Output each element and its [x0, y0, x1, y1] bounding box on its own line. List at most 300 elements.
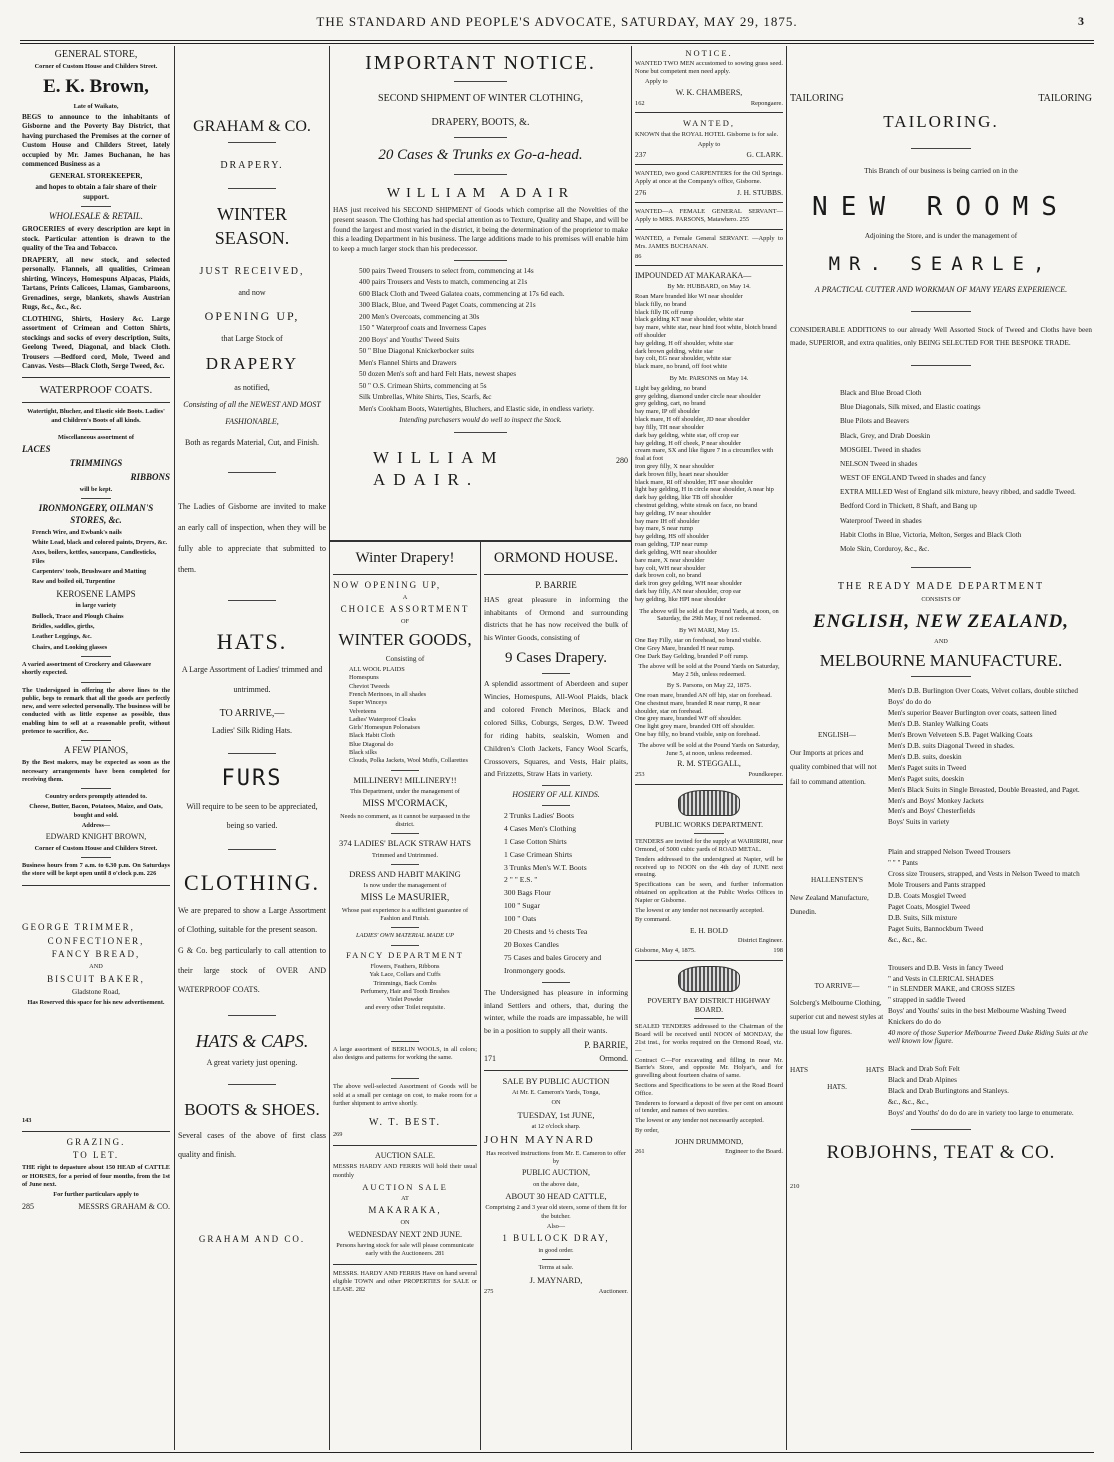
- divider: [228, 1015, 275, 1016]
- bullock-dray: 1 BULLOCK DRAY,: [502, 1233, 610, 1244]
- sale-on: ON: [551, 1099, 561, 1107]
- list-item: roan gelding, TJP near rump: [635, 541, 708, 549]
- list-item: dark bay filly, AN near shoulder, crop ear: [635, 587, 741, 595]
- top-rule: [20, 40, 1094, 41]
- list-item: D.B. Suits, Silk mixture: [888, 913, 958, 922]
- terms: Terms at sale.: [538, 1264, 574, 1272]
- straw-sub: Trimmed and Untrimmed.: [371, 851, 439, 859]
- tailoring-heading: TAILORING.: [883, 112, 999, 132]
- undersigned-text: The Undersigned in offering the above lines to the public, begs to remark that all the goods are perfectly new, and were selected personally. The business will be conducted with as little expense as possible, thus enabling him to sell at a reasonable profit, without pretence to sacrifice, &c.: [22, 686, 170, 736]
- hats-caps-text: A great variety just opening.: [206, 1057, 298, 1067]
- hours-text: Business hours from 7 a.m. to 6.30 p.m. On Saturdays the store will be kept open until 8 o'clock p.m.: [22, 862, 170, 878]
- list-item: bay colt, EG near shoulder, white star: [635, 355, 732, 363]
- list-item: Black and Blue Broad Cloth: [840, 389, 922, 398]
- public-auction: PUBLIC AUCTION,: [521, 1168, 590, 1178]
- biscuit-baker: BISCUIT BAKER,: [47, 973, 145, 984]
- list-item: Men's D.B. Stanley Walking Coats: [888, 720, 989, 729]
- hats-caps-heading: HATS & CAPS.: [195, 1030, 309, 1051]
- list-item: 20 Chests and ½ chests Tea: [504, 927, 588, 937]
- grazing-who: MESSRS GRAHAM & CO.: [78, 1201, 170, 1211]
- fancy-department: FANCY DEPARTMENT: [346, 949, 464, 960]
- list-item: 500 pairs Tweed Trousers to select from, commencing at 14s: [359, 266, 534, 275]
- list-item: 2 Trunks Ladies' Boots: [504, 810, 574, 820]
- store-owner: E. K. Brown,: [43, 76, 149, 98]
- ladies-invite: The Ladies of Gisborne are invited to make an early call of inspection, when they will be fully able to appreciate that submitted to them.: [178, 502, 326, 574]
- list-item: Clouds, Polka Jackets, Wool Muffs, Collarettes: [349, 757, 468, 765]
- list-item: dark bay gelding, white star, off crop ear: [635, 431, 739, 439]
- store-header: GENERAL STORE,: [54, 49, 138, 60]
- trimmings-text: TRIMMINGS: [69, 458, 123, 469]
- list-item: Black silks: [349, 749, 377, 757]
- cloths-list: [790, 388, 1092, 555]
- drapery-boots: DRAPERY, BOOTS, &.: [431, 116, 530, 128]
- furs-heading: FURS: [221, 765, 283, 791]
- a-text: A: [402, 593, 408, 601]
- hats-section: [790, 1063, 1092, 1121]
- section-label: HATS.: [827, 1083, 847, 1092]
- berlin-wools: A large assortment of BERLIN WOOLS, in all colors; also designs and patterns for working the same.: [333, 1045, 477, 1062]
- divider: [911, 676, 971, 677]
- ormond-body: HAS great pleasure in informing the inhabitants of Ormond and surrounding districts that he has now received the bulk of his Winter Goods, consisting of: [484, 594, 628, 643]
- list-item: Black and Drab Alpines: [888, 1075, 957, 1084]
- list-item: dark brown colt, no brand: [635, 572, 702, 580]
- steggall: R. M. STEGGALL,: [677, 759, 741, 769]
- list-item: Super Winceys: [349, 699, 387, 707]
- list-item: Cross size Trousers, strapped, and Vests in Nelson Tweed to match: [888, 870, 1080, 879]
- marr-heading: By WI MARI, May 15.: [679, 627, 739, 635]
- country-text: Country orders promptly attended to.: [45, 793, 147, 801]
- servant-text-2: WANTED, a Female General SERVANT. —Apply to Mrs. JAMES BUCHANAN.: [635, 234, 783, 250]
- p-barrie: P. BARRIE: [535, 579, 577, 590]
- bold-name: E. H. BOLD: [690, 926, 728, 936]
- bold-date: Gisborne, May 4, 1875.: [635, 947, 696, 955]
- above-date: on the above date,: [533, 1180, 579, 1188]
- divider: [911, 567, 971, 568]
- divider: [911, 148, 971, 149]
- list-item: dark iron grey gelding, WH near shoulder: [635, 580, 742, 588]
- divider: [391, 833, 420, 834]
- list-item: Bridles, saddles, girths,: [32, 623, 95, 631]
- ad-number: 171: [484, 1054, 496, 1064]
- divider: [22, 885, 170, 886]
- intending-text: Intending purchasers would do well to inspect the Stock.: [399, 416, 562, 425]
- just-received: JUST RECEIVED,: [199, 265, 305, 277]
- list-item: Men's D.B. suits Diagonal Tweed in shades.: [888, 741, 1015, 750]
- list-item: and every other Toilet requisite.: [364, 1004, 446, 1012]
- list-item: One light grey mare, branded OH off shoulder.: [635, 723, 755, 731]
- divider: [228, 472, 275, 473]
- tailoring-left: TAILORING: [790, 93, 844, 104]
- english-section: [790, 685, 1092, 830]
- arrive-right: [884, 962, 1092, 1049]
- divider: [81, 656, 111, 657]
- chambers: W. K. CHAMBERS,: [675, 87, 743, 97]
- persons-body: Persons having stock for sale will please communicate early with the Auctioneers.: [336, 1242, 474, 1258]
- list-item: 20 Boxes Candles: [504, 939, 559, 949]
- section-label: HALLENSTEN'S: [810, 876, 863, 885]
- millinery-text: This Department, under the management of: [350, 787, 460, 795]
- list-item: Boys' and Youths' suits in the best Melbourne Washing Tweed: [888, 1007, 1067, 1016]
- winter-drapery-heading: Winter Drapery!: [355, 550, 455, 566]
- list-item: &c., &c., &c.: [888, 935, 927, 944]
- list-item: Boys' Suits in variety: [888, 818, 950, 827]
- new-rooms: NEW ROOMS: [812, 192, 1070, 223]
- grazing-apply: For further particulars apply to: [53, 1191, 139, 1199]
- makaraka: MAKARAKA,: [368, 1205, 442, 1216]
- list-item: Flowers, Feathers, Ribbons: [370, 962, 440, 970]
- hardy-ferris: MESSRS HARDY AND FERRIS Will hold their usual monthly: [333, 1163, 477, 1179]
- notice-heading: NOTICE.: [685, 48, 733, 58]
- miss-masurier: MISS Le MASURIER,: [360, 893, 450, 904]
- list-item: black mare, RI off shoulder, HT near shoulder: [635, 478, 753, 486]
- list-item: " and Vests in CLERICAL SHADES: [888, 974, 994, 983]
- column-ormond-house: [484, 546, 628, 1448]
- arrive-section: [790, 962, 1092, 1049]
- reserved-text: Has Reserved this space for his new advertisement.: [27, 999, 165, 1007]
- divider: [333, 1264, 477, 1265]
- as-notified: as notified,: [234, 383, 270, 393]
- hats-labels: [790, 1063, 884, 1077]
- list-item: 400 pairs Trousers and Vests to match, commencing at 21s: [359, 278, 528, 287]
- list-item: Axes, boilers, kettles, saucepans, Candlesticks, Files: [32, 549, 157, 565]
- large-stock: that Large Stock of: [221, 334, 283, 344]
- and-text: AND: [934, 637, 948, 645]
- important-notice: IMPORTANT NOTICE.: [365, 52, 596, 74]
- divider: [81, 206, 111, 207]
- branch-text: This Branch of our business is being carried on in the: [864, 166, 1018, 175]
- divider: [391, 1078, 420, 1079]
- divider: [81, 788, 111, 789]
- spec-text: Specifications can be seen, and further information obtained on application at the Public Works Offices in Napier or Gisborne.: [635, 881, 783, 904]
- divider: [635, 229, 783, 230]
- list-item: dark brown gelding, white star: [635, 347, 714, 355]
- clothing-heading: CLOTHING.: [184, 870, 320, 895]
- now-opening: NOW OPENING UP,: [333, 579, 442, 590]
- list-item: Boys' and Youths' do do do are in variety too large to enumerate.: [888, 1108, 1074, 1117]
- list-item: dark bay gelding, like TB off shoulder: [635, 494, 733, 502]
- list-item: 1 Case Crimean Shirts: [504, 849, 573, 859]
- misc-text: Miscellaneous assortment of: [58, 433, 134, 441]
- p-barrie-sig: P. BARRIE,: [584, 1040, 628, 1051]
- list-item: Violet Powder: [386, 996, 424, 1004]
- divider: [635, 960, 783, 961]
- winter-season: WINTER SEASON.: [214, 204, 290, 249]
- list-item: Homespuns: [349, 674, 379, 682]
- poverty-bay-heading: POVERTY BAY DISTRICT HIGHWAY BOARD.: [647, 995, 771, 1015]
- masthead: [0, 14, 1114, 38]
- list-item: iron grey filly, X near shoulder: [635, 462, 715, 470]
- hallensten-section: [790, 846, 1092, 947]
- ad-number: 86: [635, 252, 642, 260]
- list-item: light bay gelding, H in circle near shoulder, A near hip: [635, 486, 774, 494]
- list-item: Girls' Homespun Polonaises: [349, 724, 421, 732]
- store-intro: BEGS to announce to the inhabitants of Gisborne and the Poverty Bay District, that having purchased the Premises at the corner of Custom House and Childers Street, lately occupied by Mr. James Buchanan, he has commenced Business as a: [22, 112, 170, 169]
- drapery-text: DRAPERY, all new stock, and selected personally. Flannels, all qualities, Crimean shirting, Winceys, Homespuns Alpacas, Plaids, Tartans, Prints Calicoes, Llamas, Gambaroons, Grenadines, serge, blankets, shawls Austrian Rugs, &c., &c., &c.: [22, 255, 170, 312]
- list-item: Men's Paget suits, doeskin: [888, 774, 964, 783]
- steggall-footer: [635, 771, 783, 779]
- store-hopes: and hopes to obtain a fair share of their support.: [35, 183, 157, 201]
- list-item: Men's D.B. suits, doeskin: [888, 752, 962, 761]
- divider: [333, 1145, 477, 1146]
- ad-number: 198: [773, 947, 783, 955]
- list-item: black mare, no brand, off foot white: [635, 363, 728, 371]
- ormond-items: [484, 810, 628, 978]
- list-item: Men's and Boys' Monkey Jackets: [888, 796, 984, 805]
- drummond: JOHN DRUMMOND,: [674, 1136, 744, 1146]
- section-label: HATS: [790, 1065, 808, 1074]
- crockery-text: A varied assortment of Crockery and Glassware shortly expected.: [22, 660, 152, 677]
- hardy-ferris-properties: [333, 1270, 477, 1295]
- clothing-text: We are prepared to show a Large Assortment of Clothing, suitable for the present season.: [178, 906, 326, 935]
- maynard-footer: [484, 1288, 628, 1296]
- impounded-heading: IMPOUNDED AT MAKARAKA—: [635, 271, 752, 281]
- mr-searle: MR. SEARLE,: [828, 252, 1054, 275]
- trimmer-ad: [22, 922, 170, 1008]
- good-order: in good order.: [538, 1246, 574, 1254]
- hallensten-right: [884, 846, 1092, 947]
- gco-text: G & Co. beg particularly to call attention to their large stock of OVER AND WATERPROOF COATS.: [178, 946, 326, 994]
- divider: [635, 784, 783, 785]
- list-item: dark brown filly, heart near shoulder: [635, 470, 729, 478]
- cheese-text: Cheese, Butter, Bacon, Potatoes, Maize, and Oats, bought and sold.: [29, 803, 163, 819]
- list-item: White Lead, black and colored paints, Dryers, &c.: [32, 539, 168, 547]
- list-item: 50 " O.S. Crimean Shirts, commencing at 5s: [359, 381, 487, 390]
- ready-made: THE READY MADE DEPARTMENT: [837, 581, 1045, 593]
- boots-shoes-text: Several cases of the above of first class quality and finish.: [178, 1130, 326, 1159]
- list-item: " strapped in saddle Tweed: [888, 996, 966, 1005]
- cases-trunks: 20 Cases & Trunks ex Go-a-head.: [378, 146, 583, 163]
- robjohns-teat: ROBJOHNS, TEAT & CO.: [826, 1141, 1056, 1163]
- ad-number: 269: [333, 1131, 343, 1139]
- list-item: bay mare, white star, near hind foot white, blotch brand off shoulder: [635, 324, 777, 339]
- sparsons-list: [635, 692, 783, 739]
- list-item: Chairs, and Looking glasses: [32, 643, 108, 651]
- list-item: WEST OF ENGLAND Tweed in shades and fancy: [840, 474, 986, 483]
- divider: [81, 740, 111, 741]
- divider: [454, 81, 507, 82]
- divider: [635, 265, 783, 266]
- consists-of: CONSISTS OF: [921, 596, 961, 604]
- bold-footer: [635, 947, 783, 955]
- divider: [454, 174, 507, 175]
- list-item: Men's D.B. Burlington Over Coats, Velvet collars, double stitched: [888, 687, 1079, 696]
- divider: [22, 377, 170, 378]
- list-item: Men's Brown Velveteen S.B. Paget Walking Coats: [888, 731, 1033, 740]
- ironmongery-list: [22, 529, 170, 587]
- dress-note: Whose past experience is a sufficient guarantee of Fashion and Finish.: [341, 906, 469, 923]
- melbourne-manufacture: MELBOURNE MANUFACTURE.: [819, 650, 1063, 670]
- list-item: Yak Lace, Collars and Cuffs: [369, 971, 441, 979]
- list-item: Knickers do do do: [888, 1018, 941, 1027]
- list-item: black filly, no brand: [635, 300, 687, 308]
- list-item: " " " Pants: [888, 859, 918, 868]
- trimmer-name: GEORGE TRIMMER,: [22, 921, 135, 932]
- drapery-heading: DRAPERY: [205, 353, 299, 373]
- drummond-footer: [635, 1148, 783, 1156]
- ladies-own: LADIES' OWN MATERIAL MADE UP: [356, 932, 454, 940]
- list-item: One Dark Bay Gelding, branded P off rump.: [635, 652, 749, 660]
- ad-number: 282: [355, 1286, 366, 1294]
- list-item: bare mare, X near shoulder: [635, 556, 705, 564]
- list-item: Paget Coats, Mosgiel Tweed: [888, 902, 971, 911]
- sparsons-heading: By S. Parsons, on May 22, 1875.: [666, 682, 752, 690]
- grazing-heading: GRAZING.: [66, 1136, 126, 1147]
- misc-list: [22, 613, 170, 652]
- list-item: Perfumery, Hair and Tooth Brushes: [360, 987, 450, 995]
- ad-number: 275: [484, 1287, 494, 1295]
- list-item: bay gelding, HS off shoulder: [635, 533, 709, 541]
- fancy-bread: FANCY BREAD,: [51, 949, 141, 960]
- list-item: 300 Bags Flour: [504, 888, 551, 898]
- parsons-heading: By Mr. PARSONS on May 14.: [669, 375, 749, 382]
- divider: [911, 365, 971, 366]
- on-text: ON: [400, 1219, 410, 1227]
- hubbard-list: [635, 293, 783, 371]
- ormond-place: Ormond.: [599, 1054, 628, 1064]
- divider: [228, 753, 275, 754]
- hosiery: HOSIERY OF ALL KINDS.: [512, 790, 600, 800]
- list-item: Trousers and D.B. Vests in fancy Tweed: [888, 963, 1004, 972]
- dress-sub: Is now under the management of: [363, 882, 447, 890]
- ribbons-text: RIBBONS: [130, 471, 170, 482]
- ad-number: 210: [790, 1182, 800, 1190]
- list-item: grey gelding, cart, no brand: [635, 400, 706, 408]
- graham-footer: GRAHAM AND CO.: [198, 1234, 306, 1245]
- graham-drapery: DRAPERY.: [220, 160, 284, 172]
- list-item: black filly IK off rump: [635, 308, 694, 316]
- twelve-oclock: at 12 o'clock sharp.: [531, 1122, 581, 1130]
- tuesday: TUESDAY, 1st JUNE,: [517, 1109, 595, 1120]
- list-item: Habit Cloths in Blue, Victoria, Melton, Serges and Black Cloth: [840, 530, 1022, 539]
- ad-number: 261: [635, 1147, 645, 1155]
- sold-notice: The above will be sold at the Pound Yards on Saturday, June 5, at noon, unless redeemed.: [638, 741, 780, 757]
- column-adair: [333, 46, 628, 536]
- hotel-text: KNOWN that the ROYAL HOTEL Gisborne is for sale.: [635, 130, 779, 138]
- divider: [391, 864, 420, 865]
- clothing-text: CLOTHING, Shirts, Hosiery &c. Large assortment of Crimean and Cotton Shirts, stockings and socks of every description, Suits, Geelong Tweed, Diagonal, and black Cloth. Trousers —Bedford cord, Mole, Tweed and Canvas. Vests—Black Cloth, Serge Tweed, &c.: [22, 314, 170, 371]
- chambers-place: Repongaere.: [750, 99, 783, 107]
- list-item: EXTRA MILLED West of England silk mixture, heavy ribbed, and saddle Tweed.: [840, 488, 1076, 497]
- hubbard-heading: By Mr. HUBBARD, on May 14.: [667, 283, 751, 291]
- top-rule-2: [20, 43, 1094, 44]
- of-text: OF: [400, 617, 410, 625]
- list-item: dark gelding, WH near shoulder: [635, 548, 718, 556]
- wholesale-heading: WHOLESALE & RETAIL.: [48, 211, 144, 222]
- apply-to: Apply to: [697, 140, 721, 148]
- column-general-store: [22, 46, 170, 1448]
- list-item: bay gelding, IV near shoulder: [635, 509, 712, 517]
- winter-items: [333, 666, 477, 766]
- list-item: Ladies' Waterproof Cloaks: [349, 715, 416, 723]
- page-number: 3: [1078, 14, 1084, 28]
- section-note: New Zealand Manufacture, Dunedin.: [790, 893, 869, 917]
- list-item: Blue Pilots and Beavers: [840, 417, 909, 426]
- choice-assortment: CHOICE ASSORTMENT: [340, 603, 470, 614]
- pianos-heading: A FEW PIANOS,: [63, 745, 129, 756]
- divider: [228, 188, 275, 189]
- tolet-heading: TO LET.: [72, 1150, 120, 1161]
- sold-notice: The above will be sold at the Pound Yards on Saturday, May 2 5th, unless redeemed.: [638, 663, 780, 679]
- kerosene-heading: KEROSENE LAMPS: [56, 588, 136, 599]
- divider: [911, 311, 971, 312]
- column-divider: [480, 542, 481, 1450]
- pwd-heading: PUBLIC WORKS DEPARTMENT.: [655, 819, 763, 829]
- j-maynard: J. MAYNARD,: [529, 1274, 583, 1285]
- ad-number: 143: [22, 1117, 32, 1125]
- list-item: 2 " " E.S. ": [504, 875, 538, 885]
- section-note: Solcberg's Melbourne Clothing, superior cut and newest styles at the usual low figures.: [790, 999, 884, 1036]
- section-label: ENGLISH—: [818, 731, 856, 740]
- grazing-text: THE right to depasture about 150 HEAD of CATTLE or HORSES, for a period of four months, from the 1st of June next.: [22, 1164, 170, 1188]
- auction-sale-heading: AUCTION SALE.: [375, 1150, 435, 1160]
- english-nz: ENGLISH, NEW ZEALAND,: [812, 610, 1070, 632]
- furs-text: Will require to be seen to be appreciated, being so varied.: [186, 801, 318, 830]
- divider: [333, 574, 477, 575]
- groceries-text: GROCERIES of every description are kept in stock. Particular attention is drawn to the quality of the Tea and Tobacco.: [22, 225, 170, 253]
- sale-by-auction: SALE BY PUBLIC AUCTION: [502, 1075, 610, 1086]
- servant-text: [635, 208, 783, 224]
- list-item: grey gelding, diamond under circle near shoulder: [635, 392, 761, 400]
- ormond-footer: [484, 1054, 628, 1065]
- pianos-text: By the Best makers, may be expected as soon as the necessary arrangements have been completed for receiving them.: [22, 759, 170, 783]
- ad-number: 237: [635, 150, 647, 160]
- waterproof-heading: WATERPROOF COATS.: [39, 383, 153, 396]
- list-item: 100 " Oats: [504, 914, 537, 924]
- by-order: By order,: [635, 1127, 659, 1134]
- sections-text: Sections and Specifications to be seen at the Road Board Office.: [635, 1081, 783, 1097]
- list-item: Plain and strapped Nelson Tweed Trousers: [888, 848, 1011, 857]
- hats-right: [884, 1063, 1092, 1121]
- list-item: Men's superior Beaver Burlington over coats, satteen lined: [888, 709, 1057, 718]
- list-item: bay filly, TH near shoulder: [635, 423, 704, 431]
- list-item: NELSON Tweed in shades: [840, 459, 918, 468]
- newest-text: Consisting of all the NEWEST AND MOST FASHIONABLE,: [183, 399, 321, 427]
- ad-number: 276: [635, 188, 647, 198]
- divider: [542, 785, 571, 786]
- divider: [454, 260, 507, 261]
- section-label: HATS: [866, 1065, 884, 1074]
- list-item: Black, Grey, and Drab Doeskin: [840, 431, 931, 440]
- about-cattle: ABOUT 30 HEAD CATTLE,: [505, 1191, 607, 1201]
- divider: [542, 805, 571, 806]
- dress-making: DRESS AND HABIT MAKING: [349, 868, 461, 879]
- william-adair: WILLIAM ADAIR: [386, 185, 575, 201]
- nine-cases: 9 Cases Drapery.: [505, 650, 607, 667]
- second-shipment: SECOND SHIPMENT OF WINTER CLOTHING,: [378, 93, 583, 105]
- sealed-text: SEALED TENDERS addressed to the Chairman of the Board will be received until NOON of MONDAY, the 21st inst., for works required on the Ormond Road, viz.—: [635, 1023, 783, 1054]
- list-item: Velveteens: [349, 707, 377, 715]
- ad-number: 226: [146, 870, 157, 878]
- divider: [391, 1041, 420, 1042]
- divider: [22, 402, 170, 403]
- list-item: " in SLENDER MAKE, and CROSS SIZES: [888, 985, 1015, 994]
- list-item: Carpenters' tools, Brushware and Matting: [32, 568, 147, 575]
- divider: [542, 673, 571, 674]
- auctioneer: Auctioneer.: [598, 1287, 628, 1295]
- list-item: French Wire, and Ewbank's nails: [32, 528, 122, 536]
- marr-list: [635, 637, 783, 660]
- list-item: Trimmings, Back Combs: [373, 979, 437, 987]
- list-item: 50 " Blue Diagonal Knickerbocker suits: [359, 347, 474, 356]
- column-divider: [631, 46, 632, 1450]
- list-item: bay mare, S near rump: [635, 525, 694, 533]
- clark-footer: [635, 150, 783, 159]
- laces-text: LACES: [22, 444, 51, 455]
- maynard-instr: Has received instructions from Mr. E. Cameron to offer by: [486, 1149, 626, 1165]
- selected-text: The above well-selected Assortment of Goods will be sold at a small per centage on cost, to make room for a further shipment to arrive shortly.: [333, 1083, 477, 1107]
- william-adair-sig: WILLIAM ADAIR.: [373, 447, 505, 490]
- stubbs: J. H. STUBBS.: [736, 188, 783, 198]
